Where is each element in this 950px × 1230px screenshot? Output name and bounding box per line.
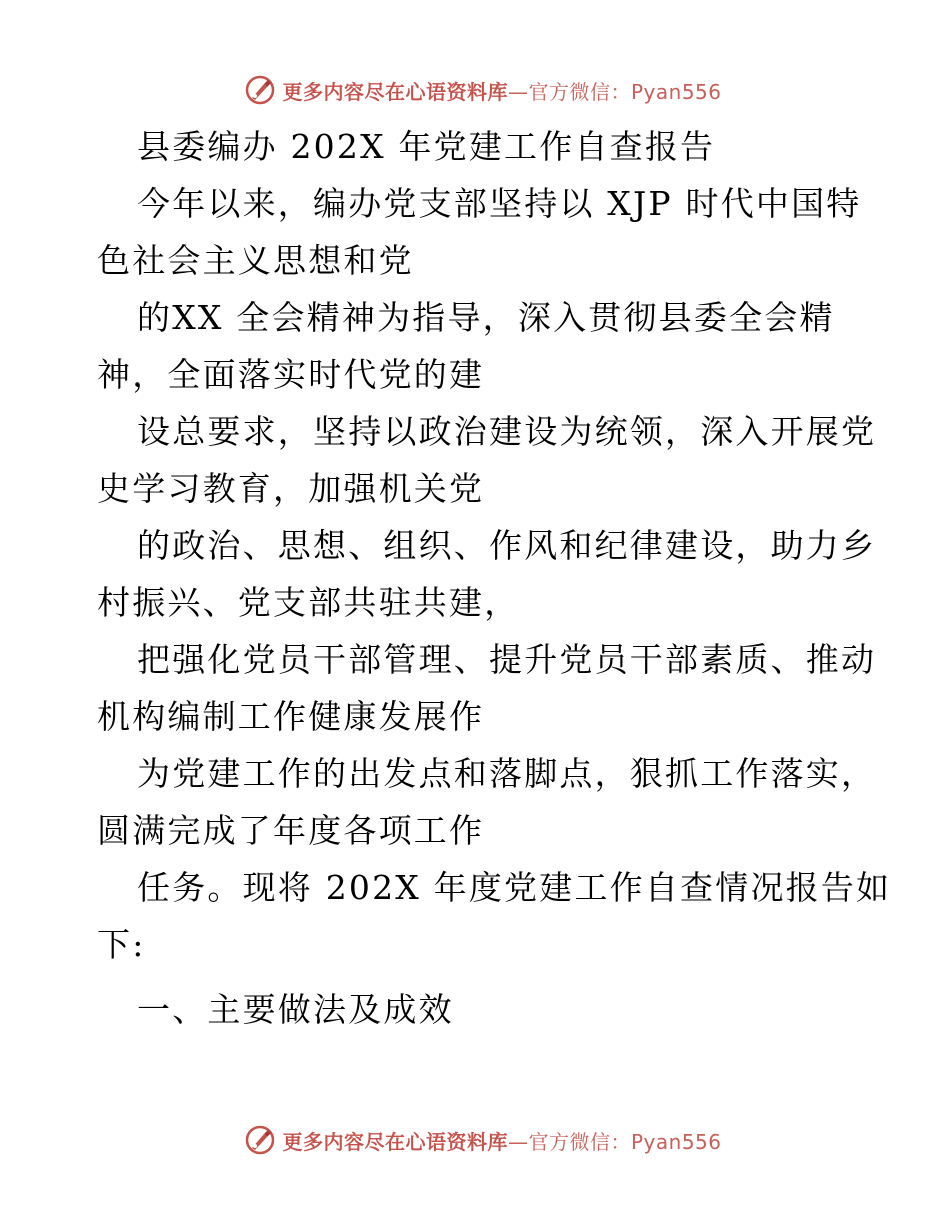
pen-logo-icon <box>244 74 276 106</box>
watermark-slogan: 更多内容尽在心语资料库 <box>282 79 508 104</box>
header-watermark <box>0 70 950 110</box>
watermark-group <box>244 1124 721 1156</box>
section-heading: 一、主要做法及成效 <box>137 990 454 1029</box>
pen-logo-icon <box>244 1124 276 1156</box>
paragraph-line: 为党建工作的出发点和落脚点，狠抓工作落实， <box>137 754 877 793</box>
paragraph-line: 机构编制工作健康发展作 <box>97 697 485 736</box>
paragraph-line: 色社会主义思想和党 <box>97 241 414 280</box>
paragraph-line: 村振兴、党支部共驻共建， <box>97 583 520 622</box>
footer-watermark <box>0 1120 950 1160</box>
paragraph-line: 把强化党员干部管理、提升党员干部素质、推动 <box>137 640 877 679</box>
paragraph-line: 下: <box>97 925 146 964</box>
paragraph-line: 今年以来，编办党支部坚持以 XJP 时代中国特 <box>137 184 862 223</box>
watermark-dash: — <box>507 1129 529 1154</box>
paragraph-line: 任务。现将 202X 年度党建工作自查情况报告如 <box>137 868 892 907</box>
watermark-contact-id: Pyan556 <box>630 79 722 104</box>
paragraph-line: 神，全面落实时代党的建 <box>97 355 485 394</box>
watermark-dash: — <box>507 79 529 104</box>
paragraph-line: 史学习教育，加强机关党 <box>97 469 485 508</box>
document-title: 县委编办 202X 年党建工作自查报告 <box>137 127 716 166</box>
document-body <box>97 118 892 1038</box>
watermark-contact-id: Pyan556 <box>630 1129 722 1154</box>
watermark-text <box>282 1126 721 1155</box>
paragraph-line: 圆满完成了年度各项工作 <box>97 811 485 850</box>
watermark-contact-label: 官方微信： <box>528 1129 631 1154</box>
paragraph-line: 设总要求，坚持以政治建设为统领，深入开展党 <box>137 412 877 451</box>
watermark-text <box>282 76 721 105</box>
watermark-group <box>244 74 721 106</box>
watermark-contact-label: 官方微信： <box>528 79 631 104</box>
watermark-slogan: 更多内容尽在心语资料库 <box>282 1129 508 1154</box>
paragraph-line: 的政治、思想、组织、作风和纪律建设，助力乡 <box>137 526 877 565</box>
paragraph-line: 的XX 全会精神为指导，深入贯彻县委全会精 <box>137 298 835 337</box>
